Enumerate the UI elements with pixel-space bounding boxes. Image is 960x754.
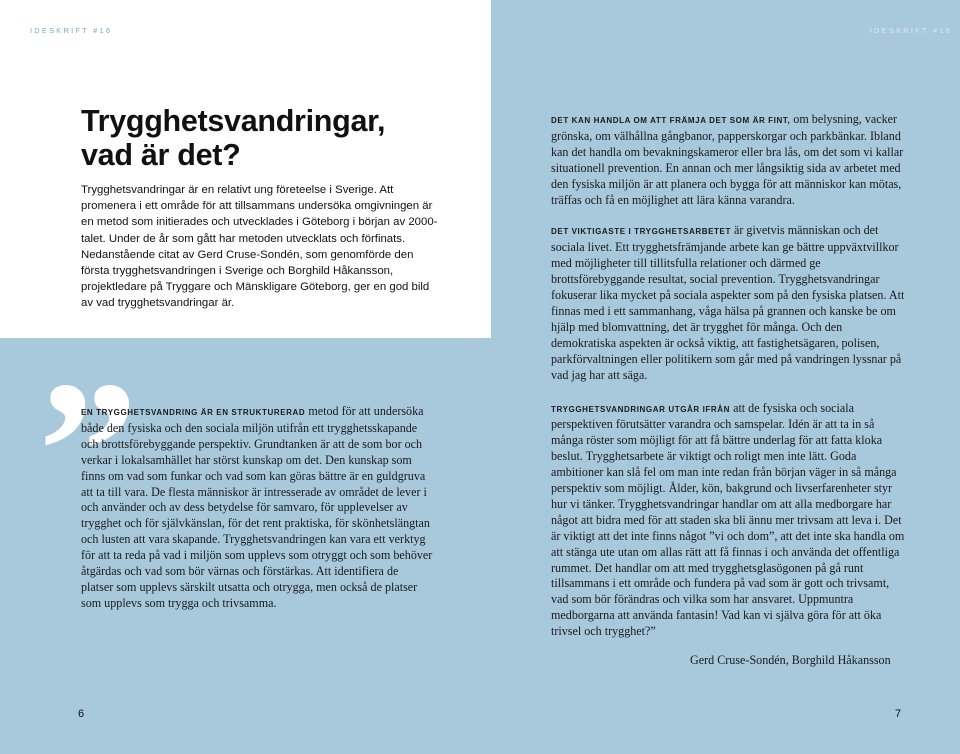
- paragraph-lead-in: DET KAN HANDLA OM ATT FRÄMJA DET SOM ÄR FINT,: [551, 116, 791, 125]
- paragraph-text: metod för att undersöka både den fysiska och den sociala miljön utifrån ett trygghetsskapande och brottsförebyggande perspektiv. Grundtanken är att de som bor och verkar i lokalsamhället har störst kunskap om det. Den kunskap som finns om vad som funkar och vad som kan göras bättre är en guldgruva att ta till vara. De flesta människor är intresserade av området de lever i och använder och av dess betydelse för samvaro, för upplevelser av trygghet och för självkänslan, för det rent praktiska, för skönhetslängtan och lusten att vara skapande. Trygghetsvandringen kan vara ett verktyg för att ta reda på vad i miljön som upplevs som otryggt och som behöver åtgärdas och vad som bör värnas och förstärkas. Att identifiera de platser som upplevs särskilt utsatta och otrygga, men också de platser som upplevs som trygga och trivsamma.: [81, 404, 433, 610]
- quotation-mark-icon: ”: [38, 352, 138, 472]
- running-head-left: IDESKRIFT #16: [30, 26, 113, 35]
- article-title: Trygghetsvandringar, vad är det?: [81, 104, 386, 172]
- page-number-right: 7: [895, 708, 902, 720]
- running-head-right: IDESKRIFT #16: [869, 26, 952, 35]
- body-paragraph: [551, 112, 905, 208]
- body-paragraph: [81, 404, 433, 612]
- paragraph-text: att de fysiska och sociala perspektiven förutsätter varandra och samspelar. Idén är att ta in så många röster som möjligt för att få bättre underlag för att fatta kloka beslut. Trygghetsarbete är viktigt och roligt men inte lätt. Goda ambitioner kan slå fel om man inte redan från början väger in så många perspektiv som möjligt. Ålder, kön, bakgrund och livserfarenheter styr hur vi tänker. Trygghetsvandringar handlar om att alla medborgare har något att bidra med för att staden ska bli ännu mer trivsam att leva i. Det är viktigt att det inte finns något ”vi och dom”, att det inte ska handla om att stänga ute utan om allas rätt att få finnas i och använda det offentliga rummet. Det handlar om att med trygghetsglasögonen på gå runt tillsammans i ett område och fundera på vad som är gott och trivsamt, vad som bör förändras och vilka som har ansvaret. Uppmuntra medborgarna att använda fantasin! Vad kan vi själva göra för att öka trivsel och trygghet?”: [551, 400, 905, 639]
- right-column: [551, 112, 905, 655]
- paragraph-text: är givetvis människan och det sociala livet. Ett trygghetsfrämjande arbete kan ge bättre uppväxtvillkor med möjligheter till tillitsfulla relationer och därmed ge brottsförebyggande resultat, social prevention. Trygghetsvandringar fokuserar lika mycket på sociala aspekter som på den fysiska platsen. Att finnas med i ett sammanhang, våga hälsa på grannen och kanske be om hjälp med blomvattning, det är trygghet för många. Och den demokratiska aspekten är också viktig, att fastighetsägaren, polisen, parkförvaltningen eller politikern som går med på vandringen lyssnar på vad jag har att säga.: [551, 223, 905, 382]
- paragraph-lead-in: DET VIKTIGASTE I TRYGGHETSARBETET: [551, 227, 731, 237]
- page-number-left: 6: [78, 708, 85, 720]
- article-intro: Trygghetsvandringar är en relativt ung företeelse i Sverige. Att promenera i ett område för att tillsammans undersöka omgivningen är en metod som initierades och utvecklades i Göteborg i början av 2000-talet. Under de år som gått har metoden utvecklats och förfinats. Nedanstående citat av Gerd Cruse-Sondén, som genomförde den första trygghetsvandringen i Sverige och Borghild Håkansson, projektledare på Tryggare och Mänskligare Göteborg, ger en god bild av vad trygghetsvandringar är.: [81, 184, 438, 310]
- body-paragraph: [551, 223, 905, 383]
- paragraph-text: om belysning, vacker grönska, om välhållna gångbanor, papperskorgar och parkbänkar. Ibland kan det handla om bevakningskameror eller bra lås, om det som vi kallar situationell prevention. En annan och mer långsiktig sida av arbetet med den fysiska miljön är att planera och bygga för att människor kan mötas, träffas och få en möjlighet att lära känna varandra.: [551, 112, 904, 207]
- paragraph-lead-in: TRYGGHETSVANDRINGAR UTGÅR IFRÅN: [551, 404, 731, 414]
- author-signature: Gerd Cruse-Sondén, Borghild Håkansson: [690, 653, 891, 667]
- paragraph-lead-in: EN TRYGGHETSVANDRING ÄR EN STRUKTURERAD: [81, 408, 306, 417]
- left-column: [81, 404, 433, 612]
- body-paragraph: [551, 401, 905, 641]
